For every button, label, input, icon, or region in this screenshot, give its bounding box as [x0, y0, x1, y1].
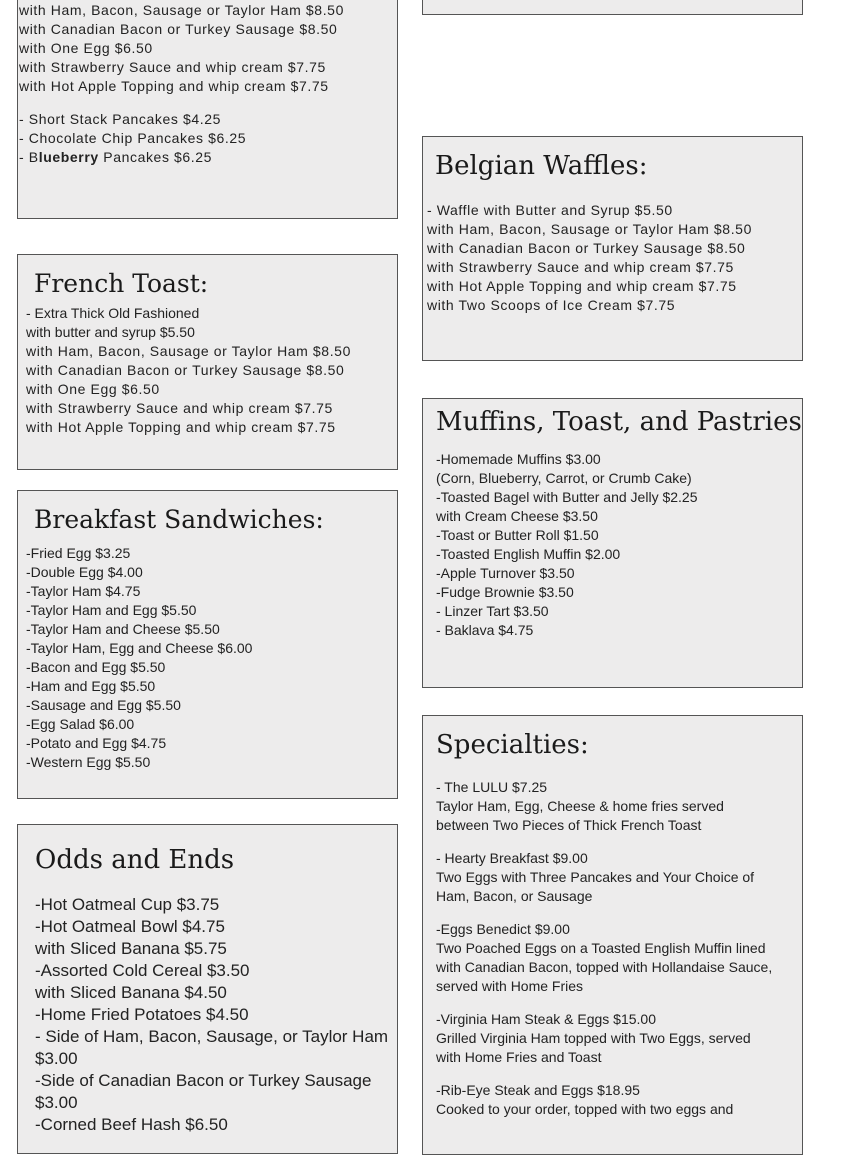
- menu-line: [19, 96, 344, 110]
- menu-line: -Home Fried Potatoes $4.50: [35, 1005, 249, 1024]
- menu-line: - Short Stack Pancakes $4.25: [19, 111, 222, 127]
- menu-line: -Taylor Ham, Egg and Cheese $6.00: [26, 640, 253, 656]
- section-title: Belgian Waffles:: [435, 151, 648, 181]
- menu-line: - Extra Thick Old Fashioned: [26, 305, 200, 321]
- pancakes-section: [17, 0, 398, 219]
- menu-line: with Ham, Bacon, Sausage or Taylor Ham $8.50: [427, 221, 752, 237]
- menu-line: $3.00: [35, 1049, 78, 1068]
- menu-line: -Potato and Egg $4.75: [26, 735, 167, 751]
- menu-line: with Strawberry Sauce and whip cream $7.75: [427, 259, 734, 275]
- menu-line: -Assorted Cold Cereal $3.50: [35, 961, 250, 980]
- menu-line: -Eggs Benedict $9.00: [436, 921, 570, 937]
- section-title: French Toast:: [34, 269, 209, 298]
- menu-line: with Strawberry Sauce and whip cream $7.75: [19, 59, 326, 75]
- menu-line: with Hot Apple Topping and whip cream $7.75: [427, 278, 737, 294]
- menu-line: with Two Scoops of Ice Cream $7.75: [427, 297, 676, 313]
- menu-line: Taylor Ham, Egg, Cheese & home fries served: [436, 798, 724, 814]
- menu-line: -Hot Oatmeal Cup $3.75: [35, 895, 220, 914]
- menu-line: $3.00: [35, 1093, 78, 1112]
- menu-line: -Western Egg $5.50: [26, 754, 151, 770]
- menu-line: [436, 1067, 772, 1081]
- menu-line: -Toasted English Muffin $2.00: [436, 546, 621, 562]
- menu-line: with Canadian Bacon, topped with Hollandaise Sauce,: [436, 959, 773, 975]
- menu-line: with Hot Apple Topping and whip cream $7.75: [26, 419, 336, 435]
- menu-line: -Taylor Ham and Cheese $5.50: [26, 621, 220, 637]
- menu-line: (Corn, Blueberry, Carrot, or Crumb Cake): [436, 470, 692, 486]
- section-title: Specialties:: [436, 730, 589, 760]
- menu-line: -Side of Canadian Bacon or Turkey Sausage: [35, 1071, 372, 1090]
- menu-line: -Virginia Ham Steak & Eggs $15.00: [436, 1011, 656, 1027]
- specialties-section: [422, 715, 803, 1155]
- menu-line: with Canadian Bacon or Turkey Sausage $8.50: [427, 240, 746, 256]
- menu-line: Two Eggs with Three Pancakes and Your Choice of: [436, 869, 755, 885]
- menu-line: -Homemade Muffins $3.00: [436, 451, 601, 467]
- menu-line: with Canadian Bacon or Turkey Sausage $8.50: [26, 362, 345, 378]
- menu-line: with Strawberry Sauce and whip cream $7.75: [26, 400, 333, 416]
- menu-line: - Hearty Breakfast $9.00: [436, 850, 588, 866]
- breakfast-sandwiches-items: [26, 544, 252, 772]
- menu-line: with Sliced Banana $4.50: [35, 983, 227, 1002]
- menu-line: - Linzer Tart $3.50: [436, 603, 549, 619]
- menu-line: - Chocolate Chip Pancakes $6.25: [19, 130, 247, 146]
- menu-line: Ham, Bacon, or Sausage: [436, 888, 593, 904]
- menu-line: [436, 906, 772, 920]
- pancakes-items: [19, 0, 344, 167]
- menu-line: with Cream Cheese $3.50: [436, 508, 598, 524]
- menu-line: served with Home Fries: [436, 978, 584, 994]
- menu-line: with Ham, Bacon, Sausage or Taylor Ham $8.50: [19, 2, 344, 18]
- menu-line: with One Egg $6.50: [26, 381, 160, 397]
- menu-line: Two Poached Eggs on a Toasted English Muffin lined: [436, 940, 766, 956]
- menu-line: -Bacon and Egg $5.50: [26, 659, 166, 675]
- menu-line: -Fudge Brownie $3.50: [436, 584, 574, 600]
- menu-line: -Apple Turnover $3.50: [436, 565, 575, 581]
- menu-line: -Hot Oatmeal Bowl $4.75: [35, 917, 225, 936]
- french-toast-section: [17, 254, 398, 470]
- section-title: Odds and Ends: [35, 845, 235, 875]
- menu-line: - Side of Ham, Bacon, Sausage, or Taylor Ham: [35, 1027, 389, 1046]
- menu-line: -Sausage and Egg $5.50: [26, 697, 181, 713]
- menu-line: -Taylor Ham $4.75: [26, 583, 141, 599]
- menu-line: [436, 996, 772, 1010]
- menu-line: -Toast or Butter Roll $1.50: [436, 527, 599, 543]
- odds-and-ends-section: [17, 824, 398, 1154]
- menu-line: between Two Pieces of Thick French Toast: [436, 817, 702, 833]
- menu-line: -Corned Beef Hash $6.50: [35, 1115, 228, 1134]
- muffins-items: [436, 450, 698, 640]
- section-title: Muffins, Toast, and Pastries: [436, 407, 802, 437]
- specialties-items: [436, 778, 772, 1119]
- menu-line: - The LULU $7.25: [436, 779, 548, 795]
- section-title: Breakfast Sandwiches:: [34, 505, 324, 534]
- menu-line: with One Egg $6.50: [19, 40, 153, 56]
- menu-line: with Canadian Bacon or Turkey Sausage $8.50: [19, 21, 338, 37]
- menu-line: -Egg Salad $6.00: [26, 716, 135, 732]
- menu-line: with Home Fries and Toast: [436, 1049, 602, 1065]
- menu-line: with Sliced Banana $5.75: [35, 939, 227, 958]
- breakfast-sandwiches-section: [17, 490, 398, 799]
- menu-line: -Fried Egg $3.25: [26, 545, 131, 561]
- menu-line: [436, 835, 772, 849]
- menu-line-blueberry: - Blueberry Pancakes $6.25: [19, 149, 213, 165]
- french-toast-items: [26, 304, 351, 437]
- menu-line: -Double Egg $4.00: [26, 564, 143, 580]
- muffins-toast-pastries-section: [422, 398, 803, 688]
- menu-line: - Baklava $4.75: [436, 622, 534, 638]
- menu-line: -Taylor Ham and Egg $5.50: [26, 602, 197, 618]
- odds-and-ends-items: [35, 894, 388, 1136]
- menu-line: Grilled Virginia Ham topped with Two Eggs, served: [436, 1030, 751, 1046]
- belgian-waffles-items: [427, 201, 752, 315]
- top-right-section: [422, 0, 803, 15]
- belgian-waffles-section: [422, 136, 803, 361]
- menu-line: with Ham, Bacon, Sausage or Taylor Ham $8.50: [26, 343, 351, 359]
- menu-line: with Hot Apple Topping and whip cream $7.75: [19, 78, 329, 94]
- menu-line: -Ham and Egg $5.50: [26, 678, 156, 694]
- menu-line: -Toasted Bagel with Butter and Jelly $2.25: [436, 489, 698, 505]
- menu-line: - Waffle with Butter and Syrup $5.50: [427, 202, 673, 218]
- menu-line: -Rib-Eye Steak and Eggs $18.95: [436, 1082, 640, 1098]
- menu-line: with butter and syrup $5.50: [26, 324, 195, 340]
- menu-line: Cooked to your order, topped with two eggs and: [436, 1101, 734, 1117]
